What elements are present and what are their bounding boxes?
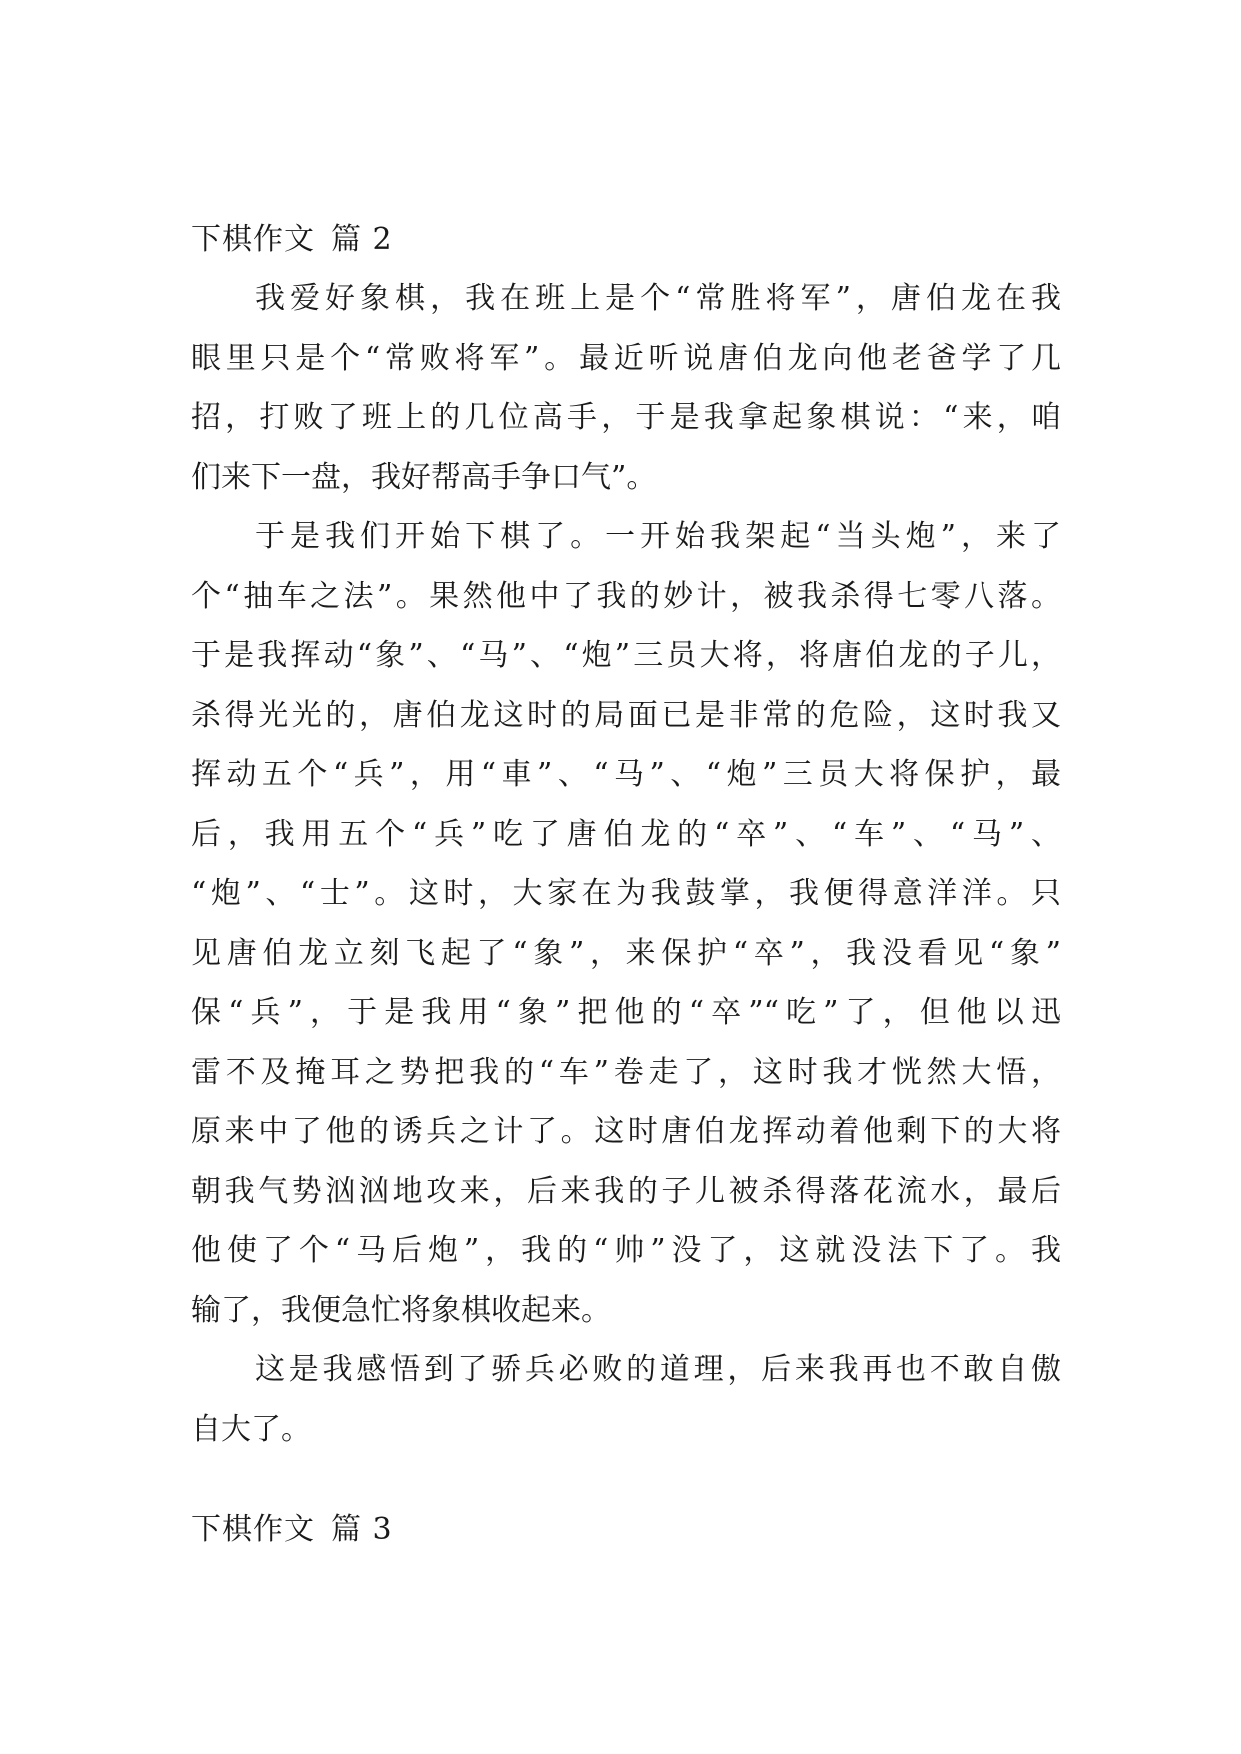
paragraph-line: 保“兵”，于是我用“象”把他的“卒”“吃”了，但他以迅 — [191, 995, 1061, 1030]
section-heading-2 — [191, 220, 393, 260]
paragraph-line: 杀得光光的，唐伯龙这时的局面已是非常的危险，这时我又 — [191, 698, 1061, 733]
paragraph-line: 他使了个“马后炮”，我的“帅”没了，这就没法下了。我 — [191, 1233, 1061, 1268]
paragraph-line: 我爱好象棋，我在班上是个“常胜将军”，唐伯龙在我 — [255, 281, 1061, 316]
paragraph-line: 于是我们开始下棋了。一开始我架起“当头炮”，来了 — [255, 519, 1061, 554]
heading-number: 篇 2 — [331, 222, 393, 257]
paragraph-line: 们来下一盘，我好帮高手争口气”。 — [191, 460, 657, 495]
section-heading-3 — [191, 1510, 393, 1550]
paragraph-line: 个“抽车之法”。果然他中了我的妙计，被我杀得七零八落。 — [191, 579, 1061, 614]
paragraph-line: 输了，我便急忙将象棋收起来。 — [191, 1293, 611, 1328]
paragraph-line: 这是我感悟到了骄兵必败的道理，后来我再也不敢自傲 — [255, 1352, 1061, 1387]
paragraph-line: 于是我挥动“象”、“马”、“炮”三员大将，将唐伯龙的子儿， — [191, 638, 1061, 673]
paragraph-line: 后，我用五个“兵”吃了唐伯龙的“卒”、“车”、“马”、 — [191, 817, 1061, 852]
paragraph-line: 挥动五个“兵”，用“車”、“马”、“炮”三员大将保护，最 — [191, 757, 1061, 792]
paragraph-line: 朝我气势汹汹地攻来，后来我的子儿被杀得落花流水，最后 — [191, 1174, 1061, 1209]
heading-title: 下棋作文 — [191, 1512, 315, 1547]
paragraph-line: 招，打败了班上的几位高手，于是我拿起象棋说：“来，咱 — [191, 400, 1061, 435]
paragraph-line: 自大了。 — [191, 1412, 311, 1447]
heading-title: 下棋作文 — [191, 222, 315, 257]
paragraph-line: 见唐伯龙立刻飞起了“象”，来保护“卒”，我没看见“象” — [191, 936, 1061, 971]
paragraph-line: 原来中了他的诱兵之计了。这时唐伯龙挥动着他剩下的大将 — [191, 1114, 1061, 1149]
paragraph-line: 雷不及掩耳之势把我的“车”卷走了，这时我才恍然大悟， — [191, 1055, 1061, 1090]
paragraph-line: 眼里只是个“常败将军”。最近听说唐伯龙向他老爸学了几 — [191, 341, 1061, 376]
paragraph-line: “炮”、“士”。这时，大家在为我鼓掌，我便得意洋洋。只 — [191, 876, 1061, 911]
heading-number: 篇 3 — [331, 1512, 393, 1547]
